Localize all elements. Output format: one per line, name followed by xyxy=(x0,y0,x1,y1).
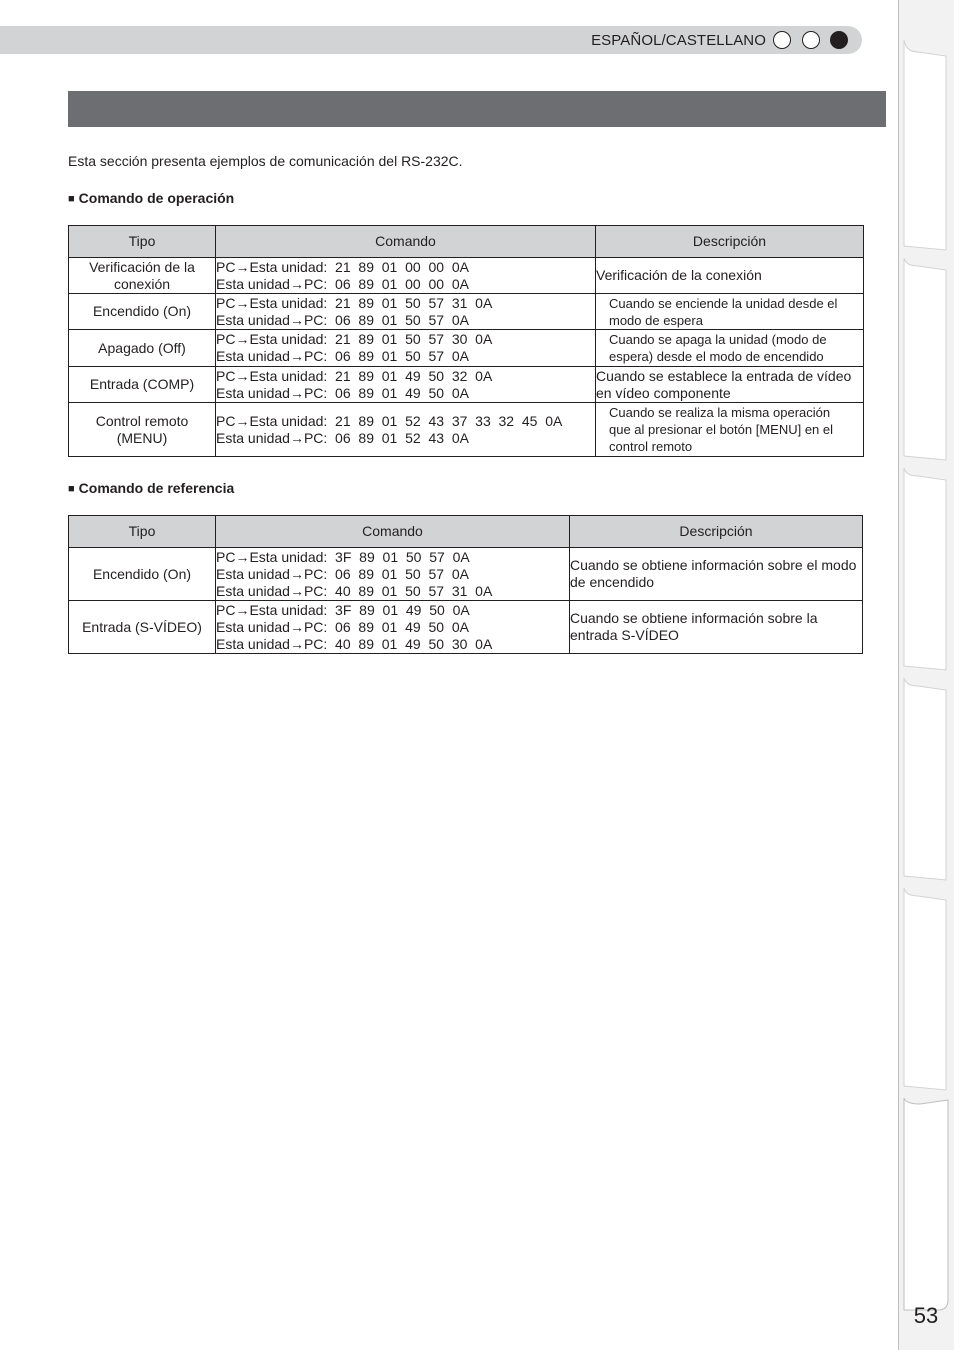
reference-heading-label: Comando de referencia xyxy=(78,480,235,496)
intro-text: Esta sección presenta ejemplos de comunicación del RS-232C. xyxy=(68,153,463,169)
reference-heading xyxy=(68,480,234,496)
operation-table xyxy=(68,225,864,457)
command-cell xyxy=(216,548,570,601)
command-line: Esta unidad→PC: 06 89 01 50 57 0A xyxy=(216,311,469,328)
table-row xyxy=(69,367,864,403)
circle-icon xyxy=(773,31,791,49)
description-cell: Cuando se obtiene información sobre la entrada S-VÍDEO xyxy=(570,601,863,654)
table-row xyxy=(69,330,864,367)
description-cell: Cuando se obtiene información sobre el modo de encendido xyxy=(570,548,863,601)
command-cell xyxy=(216,294,596,330)
table-header-row xyxy=(69,226,864,258)
chapter-tab xyxy=(904,888,946,1090)
chapter-tab xyxy=(904,468,946,670)
table-row xyxy=(69,258,864,294)
tipo-cell: Encendido (On) xyxy=(69,294,216,330)
command-line: PC→Esta unidad: 21 89 01 52 43 37 33 32 45 0A xyxy=(216,412,563,429)
filled-circle-icon xyxy=(830,31,848,49)
command-cell xyxy=(216,403,596,457)
chapter-tab xyxy=(904,678,946,880)
description-cell: Cuando se establece la entrada de vídeo en vídeo componente xyxy=(596,367,864,403)
command-line: Esta unidad→PC: 06 89 01 49 50 0A xyxy=(216,384,469,401)
command-cell xyxy=(216,330,596,367)
command-line: Esta unidad→PC: 06 89 01 00 00 0A xyxy=(216,275,469,292)
tipo-cell: Encendido (On) xyxy=(69,548,216,601)
command-line: Esta unidad→PC: 40 89 01 49 50 30 0A xyxy=(216,635,493,652)
tipo-cell: Entrada (S-VÍDEO) xyxy=(69,601,216,654)
table-row xyxy=(69,601,863,654)
command-line: PC→Esta unidad: 21 89 01 00 00 0A xyxy=(216,258,469,275)
tipo-cell: Control remoto (MENU) xyxy=(69,403,216,457)
chapter-tabs xyxy=(898,0,954,1350)
command-line: PC→Esta unidad: 3F 89 01 49 50 0A xyxy=(216,601,470,618)
column-header-tipo: Tipo xyxy=(69,516,216,548)
active-chapter-tab xyxy=(904,1098,948,1310)
column-header-descripcion: Descripción xyxy=(570,516,863,548)
table-row xyxy=(69,403,864,457)
section-title-bar xyxy=(68,91,886,127)
description-cell: Cuando se enciende la unidad desde el modo de espera xyxy=(596,294,864,330)
page-number: 53 xyxy=(913,1303,939,1328)
tipo-cell: Entrada (COMP) xyxy=(69,367,216,403)
command-line: PC→Esta unidad: 21 89 01 49 50 32 0A xyxy=(216,367,493,384)
column-header-comando: Comando xyxy=(216,516,570,548)
command-line: PC→Esta unidad: 21 89 01 50 57 31 0A xyxy=(216,294,493,311)
description-cell: Cuando se realiza la misma operación que al presionar el botón [MENU] en el control remoto xyxy=(596,403,864,457)
square-bullet-icon: ■ xyxy=(68,483,75,495)
operation-heading xyxy=(68,190,234,206)
command-line: PC→Esta unidad: 3F 89 01 50 57 0A xyxy=(216,548,470,565)
column-header-tipo: Tipo xyxy=(69,226,216,258)
description-cell: Verificación de la conexión xyxy=(596,258,864,294)
command-line: Esta unidad→PC: 40 89 01 50 57 31 0A xyxy=(216,582,493,599)
command-line: PC→Esta unidad: 21 89 01 50 57 30 0A xyxy=(216,331,493,347)
reference-table xyxy=(68,515,863,654)
description-cell: Cuando se apaga la unidad (modo de espera) desde el modo de encendido xyxy=(596,330,864,367)
command-line: Esta unidad→PC: 06 89 01 52 43 0A xyxy=(216,429,469,446)
language-label: ESPAÑOL/CASTELLANO xyxy=(591,32,766,49)
column-header-descripcion: Descripción xyxy=(596,226,864,258)
operation-heading-label: Comando de operación xyxy=(78,190,235,206)
circle-icon xyxy=(802,31,820,49)
language-bar xyxy=(0,26,862,54)
tipo-cell: Verificación de la conexión xyxy=(69,258,216,294)
tipo-cell: Apagado (Off) xyxy=(69,330,216,367)
column-header-comando: Comando xyxy=(216,226,596,258)
table-row xyxy=(69,294,864,330)
chapter-tab xyxy=(904,258,946,460)
command-cell xyxy=(216,258,596,294)
table-header-row xyxy=(69,516,863,548)
chapter-tab xyxy=(904,40,946,250)
square-bullet-icon: ■ xyxy=(68,193,75,205)
command-cell xyxy=(216,601,570,654)
table-row xyxy=(69,548,863,601)
command-line: Esta unidad→PC: 06 89 01 50 57 0A xyxy=(216,348,469,364)
command-line: Esta unidad→PC: 06 89 01 50 57 0A xyxy=(216,565,469,582)
command-line: Esta unidad→PC: 06 89 01 49 50 0A xyxy=(216,618,469,635)
command-cell xyxy=(216,367,596,403)
